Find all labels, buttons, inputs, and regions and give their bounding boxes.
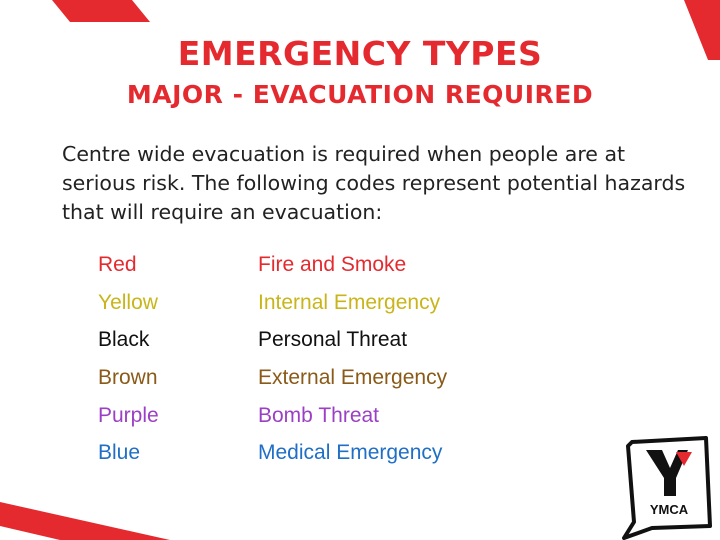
code-name: Red — [98, 253, 137, 276]
page-title: EMERGENCY TYPES — [177, 34, 543, 73]
code-row-purple — [98, 404, 558, 442]
code-name: Purple — [98, 403, 159, 427]
logo-text: YMCA — [649, 502, 689, 517]
code-row-black — [98, 328, 558, 366]
code-description: Fire and Smoke — [258, 253, 407, 276]
code-description: Personal Threat — [258, 328, 408, 352]
code-row-red — [98, 253, 558, 291]
page-subtitle: MAJOR - EVACUATION REQUIRED — [126, 80, 594, 109]
code-description: Internal Emergency — [258, 290, 441, 314]
code-name: Yellow — [98, 290, 158, 314]
code-description: External Emergency — [258, 366, 448, 390]
intro-paragraph: Centre wide evacuation is required when people are at serious risk. The following codes represent potential hazards that will require an evacuation: — [62, 142, 686, 224]
code-name: Blue — [98, 441, 141, 465]
ymca-logo-icon — [618, 434, 714, 540]
code-description: Medical Emergency — [258, 441, 443, 465]
top-left-accent-stroke — [0, 0, 160, 30]
emergency-code-list — [98, 253, 558, 479]
code-description: Bomb Threat — [258, 403, 380, 427]
code-row-yellow — [98, 291, 558, 329]
code-name: Black — [98, 328, 150, 352]
code-name: Brown — [98, 366, 158, 390]
code-row-blue — [98, 441, 558, 479]
code-row-brown — [98, 366, 558, 404]
bottom-left-accent-stroke — [0, 480, 180, 540]
